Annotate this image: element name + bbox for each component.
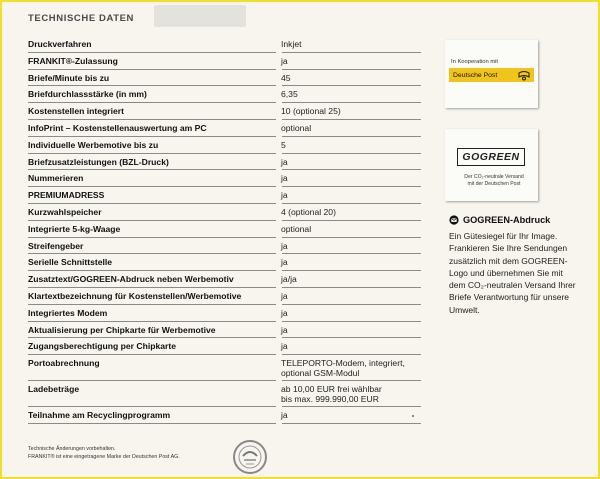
spec-value	[281, 355, 421, 378]
spec-label: Portoabrechnung	[28, 358, 100, 369]
spec-value: ja	[281, 307, 288, 318]
spec-row	[28, 53, 421, 70]
gogreen-logo: GOGREEN	[457, 148, 525, 166]
spec-row	[28, 187, 421, 204]
spec-label: Nummerieren	[28, 173, 84, 184]
spec-value: ja	[281, 190, 288, 201]
spec-label: Kurzwahlspeicher	[28, 206, 102, 217]
spec-label: Zugangsberechtigung per Chipkarte	[28, 341, 177, 352]
spec-row	[28, 204, 421, 221]
spec-value: 4 (optional 20)	[281, 206, 336, 217]
spec-value-line: TELEPORTO-Modem, integriert,	[281, 358, 405, 369]
section-title: TECHNISCHE DATEN	[28, 13, 135, 24]
spec-label: Individuelle Werbemotive bis zu	[28, 139, 159, 150]
scan-smudge	[154, 5, 246, 27]
spec-label: PREMIUMADRESS	[28, 190, 105, 201]
spec-row	[28, 338, 421, 355]
spec-row	[28, 407, 421, 424]
envelope-icon	[449, 215, 459, 225]
spec-label: Ladebeträge	[28, 384, 80, 395]
gogreen-card	[445, 129, 538, 201]
spec-value-line: bis max. 999.990,00 EUR	[281, 394, 379, 405]
cooperation-caption: In Kooperation mit	[451, 59, 499, 65]
spec-value: optional	[281, 122, 312, 133]
spec-label: Zusatztext/GOGREEN-Abdruck neben Werbemotiv	[28, 274, 234, 285]
spec-row	[28, 305, 421, 322]
spec-label: Serielle Schnittstelle	[28, 257, 113, 268]
spec-label: Druckverfahren	[28, 39, 92, 49]
footnote-line: Technische Änderungen vorbehalten.	[28, 446, 116, 452]
spec-value: 5	[281, 139, 286, 150]
footnote-line: FRANKIT® ist eine eingetragene Marke der Deutschen Post AG.	[28, 454, 180, 460]
spec-row	[28, 238, 421, 255]
spec-row	[28, 254, 421, 271]
spec-label: InfoPrint – Kostenstellenauswertung am PC	[28, 122, 207, 133]
spec-label: Integrierte 5-kg-Waage	[28, 223, 121, 234]
spec-label: Briefdurchlassstärke (in mm)	[28, 89, 147, 100]
gogreen-description-line: Logo und übernehmen Sie mit	[449, 267, 563, 278]
gogreen-description-line: Ein Gütesiegel für Ihr Image.	[449, 231, 558, 241]
spec-value: ja	[281, 55, 288, 66]
spec-value: Inkjet	[281, 39, 302, 49]
spec-value: ja	[281, 410, 288, 421]
spec-value-line: ab 10,00 EUR frei wählbar	[281, 384, 382, 395]
spec-row	[28, 70, 421, 87]
spec-row	[28, 103, 421, 120]
spec-value: ja	[281, 341, 288, 352]
row-divider	[282, 423, 421, 424]
footnote	[28, 445, 180, 461]
deutsche-post-logo	[449, 68, 534, 82]
spec-row	[28, 271, 421, 288]
spec-row	[28, 36, 421, 53]
spec-row	[28, 137, 421, 154]
spec-label: Streifengeber	[28, 240, 84, 251]
spec-value: 10 (optional 25)	[281, 106, 341, 117]
spec-row	[28, 221, 421, 238]
gogreen-description-line: dem CO₂-neutralen Versand Ihrer	[449, 280, 576, 291]
scan-speck	[412, 415, 414, 417]
spec-value	[281, 381, 421, 404]
post-horn-icon	[518, 69, 530, 81]
spec-value: optional	[281, 223, 312, 234]
spec-label: Klartextbezeichnung für Kostenstellen/Werbemotive	[28, 290, 242, 301]
gogreen-subtitle-line: mit der Deutschen Post	[467, 181, 521, 187]
gogreen-description-line: zusätzlich mit dem GOGREEN-	[449, 255, 568, 266]
spec-label: Briefe/Minute bis zu	[28, 72, 110, 83]
spec-row	[28, 170, 421, 187]
gogreen-subtitle-line: Der CO₂-neutrale Versand	[464, 174, 524, 180]
spec-row	[28, 288, 421, 305]
spec-value: ja	[281, 173, 288, 184]
gogreen-description-line: Briefe Verantwortung für unsere	[449, 292, 570, 303]
spec-row	[28, 86, 421, 103]
gogreen-subtitle	[453, 174, 535, 188]
deutsche-post-logo-text: Deutsche Post	[453, 71, 498, 79]
gogreen-heading-text: GOGREEN-Abdruck	[463, 215, 551, 225]
gogreen-description	[449, 230, 587, 316]
spec-row	[28, 154, 421, 171]
certification-seal-icon	[232, 439, 268, 475]
spec-label: Kostenstellen integriert	[28, 106, 124, 117]
spec-value: 6,35	[281, 89, 298, 100]
spec-label: Integriertes Modem	[28, 307, 108, 318]
spec-row	[28, 120, 421, 137]
spec-label: Briefzusatzleistungen (BZL-Druck)	[28, 156, 169, 167]
spec-value: ja	[281, 156, 288, 167]
spec-value: ja	[281, 324, 288, 335]
cooperation-card	[445, 40, 538, 108]
row-divider	[28, 423, 276, 424]
spec-value: ja	[281, 257, 288, 268]
spec-label: Aktualisierung per Chipkarte für Werbemotive	[28, 324, 216, 335]
spec-value: ja	[281, 290, 288, 301]
spec-value: ja	[281, 240, 288, 251]
spec-label: Teilnahme am Recyclingprogramm	[28, 410, 171, 421]
gogreen-description-line: Umwelt.	[449, 304, 480, 315]
gogreen-description-line: Frankieren Sie Ihre Sendungen	[449, 243, 568, 254]
spec-row	[28, 381, 421, 407]
spec-value-line: optional GSM-Modul	[281, 368, 360, 379]
spec-value: ja/ja	[281, 274, 297, 285]
spec-row	[28, 355, 421, 381]
spec-value: 45	[281, 72, 291, 83]
spec-table	[28, 36, 421, 424]
spec-label: FRANKIT®-Zulassung	[28, 55, 118, 66]
spec-row	[28, 322, 421, 339]
gogreen-heading	[449, 215, 550, 225]
